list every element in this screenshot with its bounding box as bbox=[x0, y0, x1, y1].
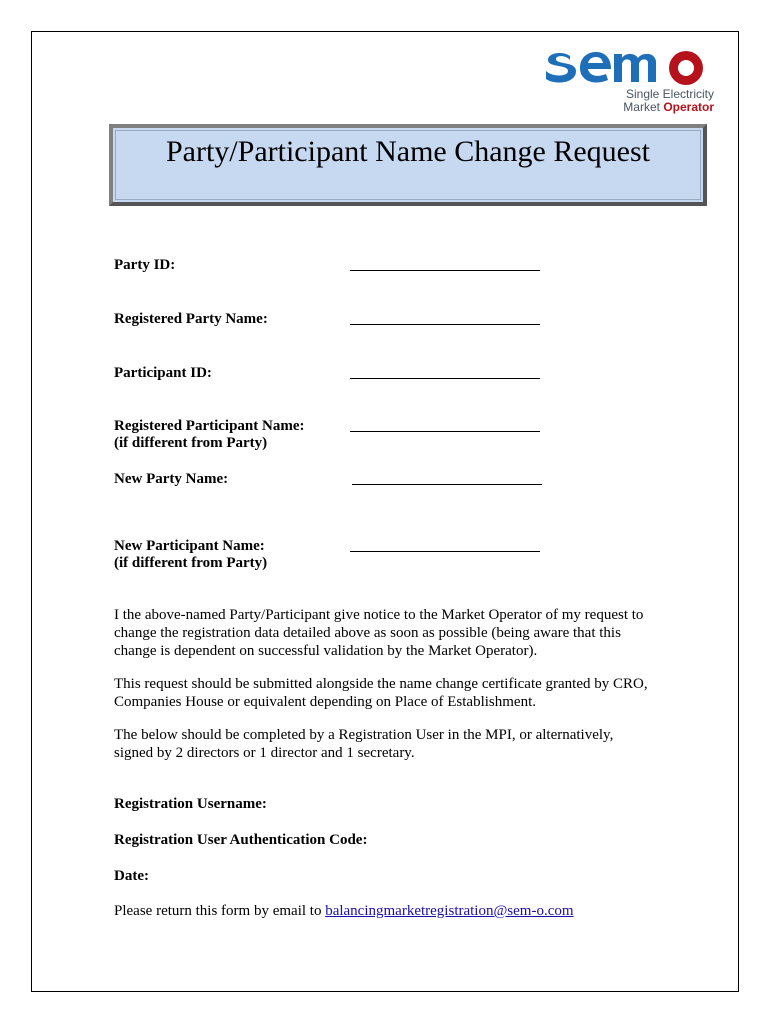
field-label-party-id: Party ID: bbox=[114, 257, 176, 273]
completion-paragraph: The below should be completed by a Registration User in the MPI, or alternatively, signed by 2 directors or 1 director and 1 secretary. bbox=[114, 727, 614, 761]
semo-logo bbox=[544, 44, 720, 119]
field-label-new-party-name: New Party Name: bbox=[114, 471, 229, 487]
registration-username-label: Registration Username: bbox=[114, 796, 267, 812]
return-instructions: Please return this form by email to balancingmarketregistration@sem-o.com bbox=[114, 903, 574, 919]
field-label-registered-participant-name: Registered Participant Name: bbox=[114, 418, 305, 434]
registered-party-name-blank-line[interactable] bbox=[350, 324, 540, 325]
notice-paragraph: I the above-named Party/Participant give notice to the Market Operator of my request to change the registration data detailed above as soon as possible (being aware that this change is dependent on successful validation by the Market Operator). bbox=[114, 607, 644, 659]
registered-participant-name-blank-line[interactable] bbox=[350, 431, 540, 432]
field-note-new-participant-name: (if different from Party) bbox=[114, 555, 268, 571]
email-link[interactable]: balancingmarketregistration@sem-o.com bbox=[325, 903, 574, 919]
field-label-participant-id: Participant ID: bbox=[114, 365, 212, 381]
new-participant-name-blank-line[interactable] bbox=[350, 551, 540, 552]
submission-paragraph: This request should be submitted alongside the name change certificate granted by CRO, Companies House or equivalent depending on Place of Establishment. bbox=[114, 676, 648, 710]
page-title: Party/Participant Name Change Request bbox=[165, 135, 651, 168]
new-party-name-blank-line[interactable] bbox=[352, 484, 542, 485]
date-label: Date: bbox=[114, 868, 149, 884]
semo-wordmark-icon bbox=[544, 44, 720, 88]
participant-id-blank-line[interactable] bbox=[350, 378, 540, 379]
logo-tagline-2: Market Operator bbox=[623, 100, 714, 114]
field-label-registered-party-name: Registered Party Name: bbox=[114, 311, 268, 327]
field-label-new-participant-name: New Participant Name: bbox=[114, 538, 265, 554]
field-note-registered-participant-name: (if different from Party) bbox=[114, 435, 268, 451]
registration-auth-code-label: Registration User Authentication Code: bbox=[114, 832, 368, 848]
logo-tagline-1: Single Electricity bbox=[625, 87, 714, 101]
party-id-blank-line[interactable] bbox=[350, 270, 540, 271]
